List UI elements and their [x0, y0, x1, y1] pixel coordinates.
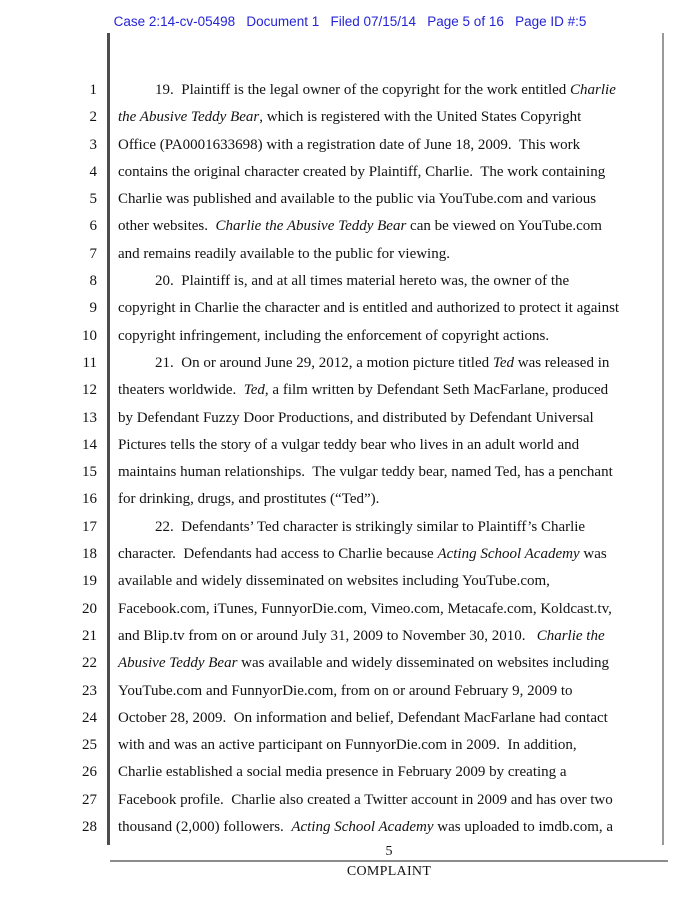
- document-line: [0, 486, 700, 513]
- document-line: [0, 132, 700, 159]
- line-number: 13: [82, 409, 97, 426]
- document-line: [0, 596, 700, 623]
- document-line: [0, 350, 700, 377]
- footer-document-title: COMPLAINT: [346, 864, 432, 879]
- line-text: Pictures tells the story of a vulgar teddy bear who lives in an adult world and: [118, 436, 580, 453]
- line-number: 15: [82, 464, 97, 481]
- document-line: [0, 213, 700, 240]
- document-line: [0, 241, 700, 268]
- document-line: [0, 77, 700, 104]
- line-number: 4: [89, 163, 97, 180]
- line-number: 23: [82, 682, 97, 699]
- line-text: contains the original character created by Plaintiff, Charlie. The work containing: [118, 163, 606, 180]
- line-text: copyright in Charlie the character and is entitled and authorized to protect it against: [118, 300, 620, 317]
- line-text: thousand (2,000) followers. Acting School Academy was uploaded to imdb.com, a: [118, 819, 614, 836]
- line-number: 22: [82, 655, 97, 672]
- line-number: 20: [82, 600, 97, 617]
- document-line: [0, 650, 700, 677]
- document-line: [0, 432, 700, 459]
- line-text: Facebook profile. Charlie also created a Twitter account in 2009 and has over two: [118, 791, 613, 808]
- line-number: 3: [89, 136, 97, 153]
- line-text: 21. On or around June 29, 2012, a motion picture titled Ted was released in: [155, 354, 610, 371]
- line-number: 14: [82, 436, 97, 453]
- document-line: [0, 568, 700, 595]
- line-number: 25: [82, 737, 97, 754]
- line-number: 21: [82, 627, 97, 644]
- line-number: 5: [89, 191, 97, 208]
- document-line: [0, 705, 700, 732]
- line-number: 8: [89, 273, 97, 290]
- document-line: [0, 405, 700, 432]
- line-text: 22. Defendants’ Ted character is strikingly similar to Plaintiff’s Charlie: [155, 518, 586, 535]
- document-line: [0, 514, 700, 541]
- line-text: character. Defendants had access to Charlie because Acting School Academy was: [118, 546, 607, 563]
- line-number: 24: [82, 709, 97, 726]
- line-number: 10: [82, 327, 97, 344]
- line-number: 9: [89, 300, 97, 317]
- line-text: and Blip.tv from on or around July 31, 2009 to November 30, 2010. Charlie the: [118, 627, 605, 644]
- document-line: [0, 104, 700, 131]
- line-text: with and was an active participant on FunnyorDie.com in 2009. In addition,: [118, 737, 577, 754]
- line-text: 19. Plaintiff is the legal owner of the copyright for the work entitled Charlie: [155, 82, 616, 98]
- footer-page-number: 5: [385, 844, 393, 859]
- document-line: [0, 377, 700, 404]
- document-line: [0, 459, 700, 486]
- line-number: 6: [89, 218, 97, 235]
- line-number: 1: [89, 82, 97, 98]
- line-number: 19: [82, 573, 97, 590]
- case-caption-header: Case 2:14-cv-05498 Document 1 Filed 07/15/14 Page 5 of 16 Page ID #:5: [113, 14, 587, 29]
- line-number: 16: [82, 491, 97, 508]
- document-line: [0, 814, 700, 841]
- line-text: Office (PA0001633698) with a registration date of June 18, 2009. This work: [118, 136, 581, 153]
- document-line: [0, 295, 700, 322]
- line-text: for drinking, drugs, and prostitutes (“Ted”).: [118, 491, 380, 508]
- line-text: copyright infringement, including the enforcement of copyright actions.: [118, 327, 550, 344]
- document-line: [0, 323, 700, 350]
- line-text: Charlie established a social media presence in February 2009 by creating a: [118, 764, 567, 781]
- line-text: the Abusive Teddy Bear, which is registered with the United States Copyright: [118, 109, 582, 126]
- document-line: [0, 186, 700, 213]
- line-text: 20. Plaintiff is, and at all times material hereto was, the owner of the: [155, 273, 570, 290]
- line-number: 11: [82, 354, 97, 371]
- line-number: 2: [89, 109, 97, 126]
- line-text: by Defendant Fuzzy Door Productions, and distributed by Defendant Universal: [118, 409, 594, 426]
- line-number: 7: [89, 245, 97, 262]
- document-body: [0, 77, 700, 841]
- document-line: [0, 678, 700, 705]
- document-line: [0, 787, 700, 814]
- line-text: available and widely disseminated on websites including YouTube.com,: [118, 573, 550, 590]
- document-line: [0, 623, 700, 650]
- line-number: 26: [82, 764, 97, 781]
- document-line: [0, 268, 700, 295]
- document-line: [0, 159, 700, 186]
- page-footer: [110, 843, 668, 880]
- document-line: [0, 541, 700, 568]
- document-line: [0, 759, 700, 786]
- line-text: YouTube.com and FunnyorDie.com, from on or around February 9, 2009 to: [118, 682, 573, 699]
- line-number: 17: [82, 518, 97, 535]
- line-text: other websites. Charlie the Abusive Teddy Bear can be viewed on YouTube.com: [118, 218, 602, 235]
- line-number: 28: [82, 819, 97, 836]
- line-number: 27: [82, 791, 97, 808]
- line-text: October 28, 2009. On information and belief, Defendant MacFarlane had contact: [118, 709, 608, 726]
- line-number: 12: [82, 382, 97, 399]
- line-text: and remains readily available to the public for viewing.: [118, 245, 450, 262]
- line-text: Facebook.com, iTunes, FunnyorDie.com, Vimeo.com, Metacafe.com, Koldcast.tv,: [118, 600, 612, 617]
- document-line: [0, 732, 700, 759]
- line-text: maintains human relationships. The vulgar teddy bear, named Ted, has a penchant: [118, 464, 613, 481]
- line-text: theaters worldwide. Ted, a film written by Defendant Seth MacFarlane, produced: [118, 382, 609, 399]
- line-text: Charlie was published and available to the public via YouTube.com and various: [118, 191, 597, 208]
- line-number: 18: [82, 546, 97, 563]
- line-text: Abusive Teddy Bear was available and widely disseminated on websites including: [118, 655, 610, 672]
